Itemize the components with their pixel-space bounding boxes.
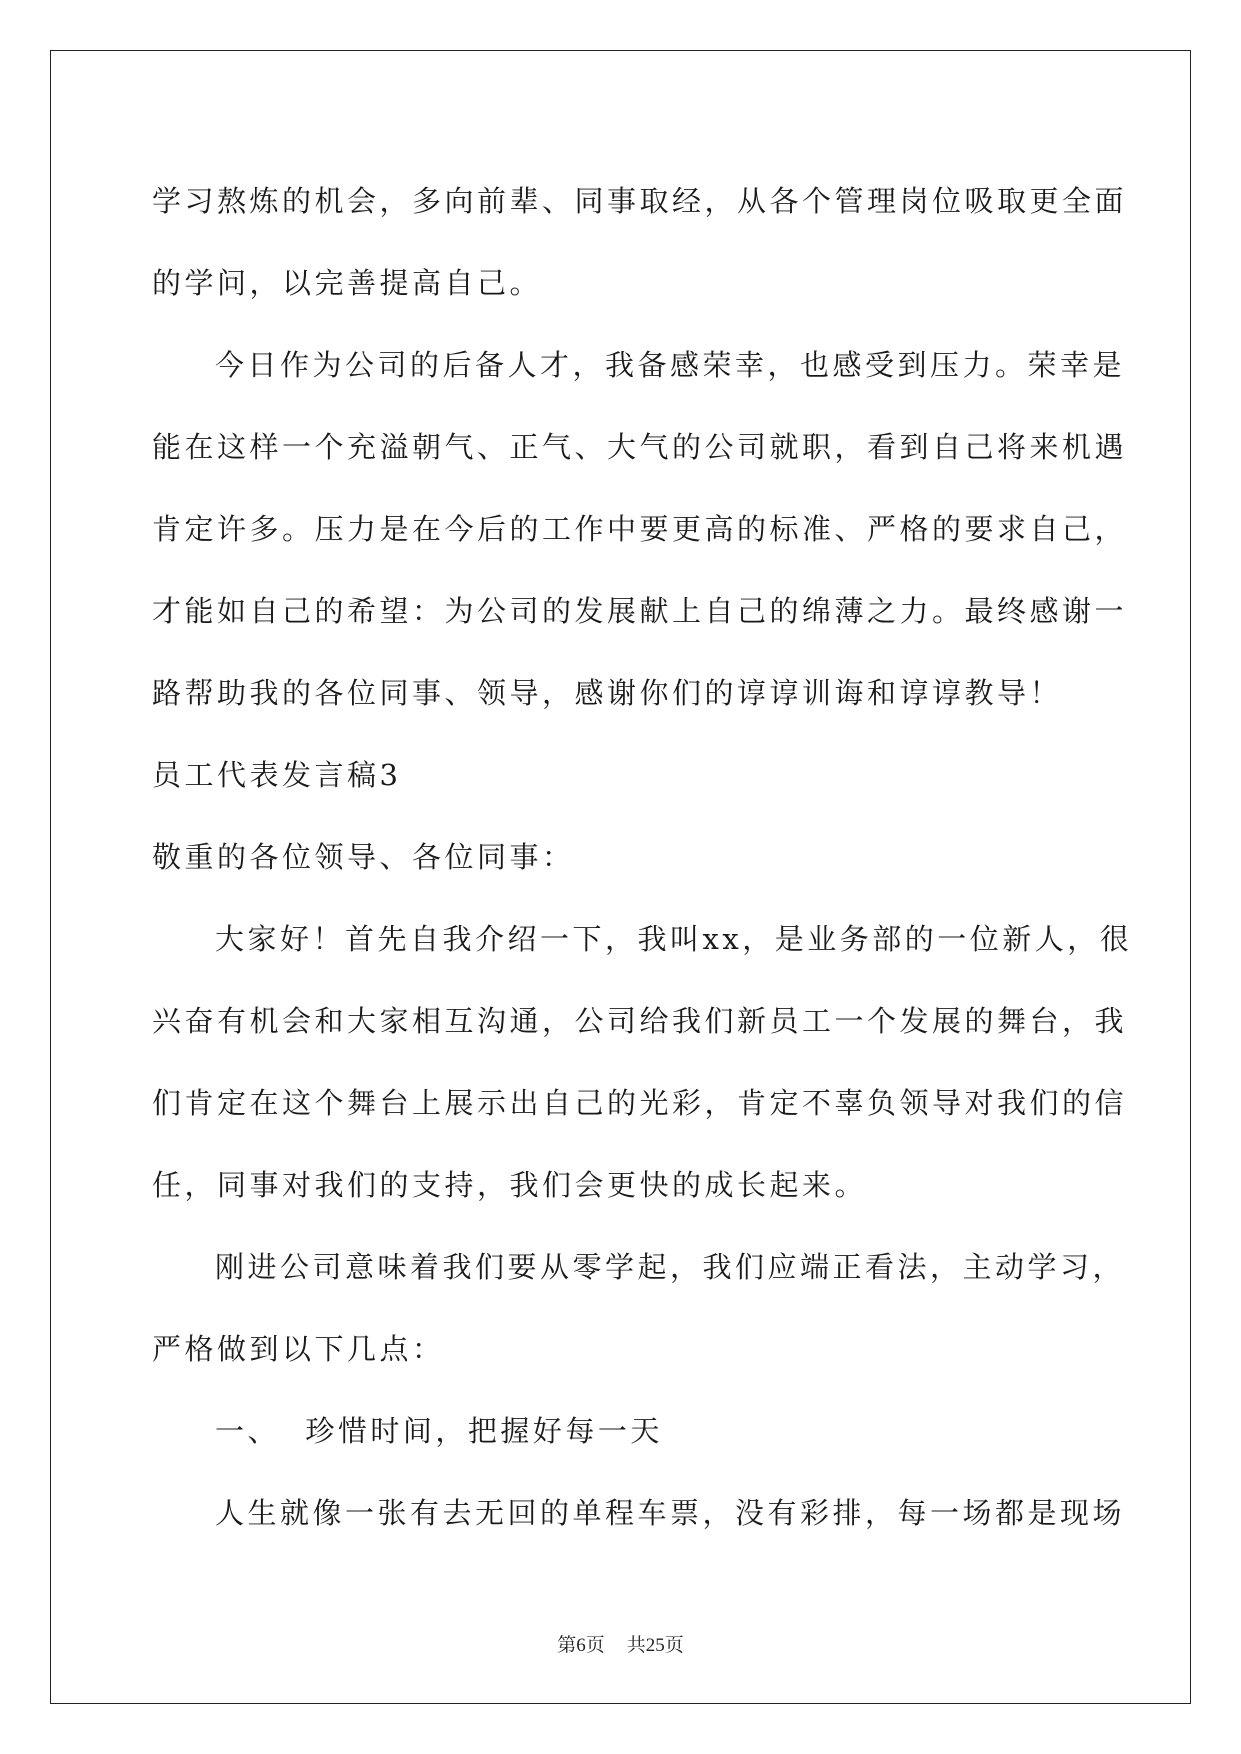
page-number: 第6页 [557,1635,605,1656]
page-footer [0,1630,1241,1657]
text-line: 严格做到以下几点： [152,1332,445,1366]
paragraph-start: 人生就像一张有去无回的单程车票，没有彩排，每一场都是现场 [215,1496,1126,1530]
text-line: 兴奋有机会和大家相互沟通，公司给我们新员工一个发展的舞台，我 [152,1004,1128,1038]
paragraph-start: 刚进公司意味着我们要从零学起，我们应端正看法，主动学习， [215,1250,1126,1284]
paragraph-start: 今日作为公司的后备人才，我备感荣幸，也感受到压力。荣幸是 [215,348,1126,382]
text-line: 的学问，以完善提高自己。 [152,266,543,300]
text-line: 任，同事对我们的支持，我们会更快的成长起来。 [152,1168,868,1202]
text-line: 路帮助我的各位同事、领导，感谢你们的谆谆训诲和谆谆教导！ [152,676,1063,710]
section-title: 员工代表发言稿3 [152,758,402,792]
text-line: 肯定许多。压力是在今后的工作中要更高的标准、严格的要求自己， [152,512,1128,546]
text-line: 们肯定在这个舞台上展示出自己的光彩，肯定不辜负领导对我们的信 [152,1086,1128,1120]
document-body [152,160,1133,1554]
page-total: 共25页 [626,1635,684,1656]
salutation: 敬重的各位领导、各位同事： [152,840,575,874]
text-line: 能在这样一个充溢朝气、正气、大气的公司就职，看到自己将来机遇 [152,430,1128,464]
list-heading: 一、 珍惜时间，把握好每一天 [215,1414,663,1448]
text-line: 才能如自己的希望：为公司的发展献上自己的绵薄之力。最终感谢一 [152,594,1128,628]
paragraph-start: 大家好！首先自我介绍一下，我叫xx，是业务部的一位新人，很 [215,922,1133,956]
text-line: 学习熬炼的机会，多向前辈、同事取经，从各个管理岗位吸取更全面 [152,184,1128,218]
